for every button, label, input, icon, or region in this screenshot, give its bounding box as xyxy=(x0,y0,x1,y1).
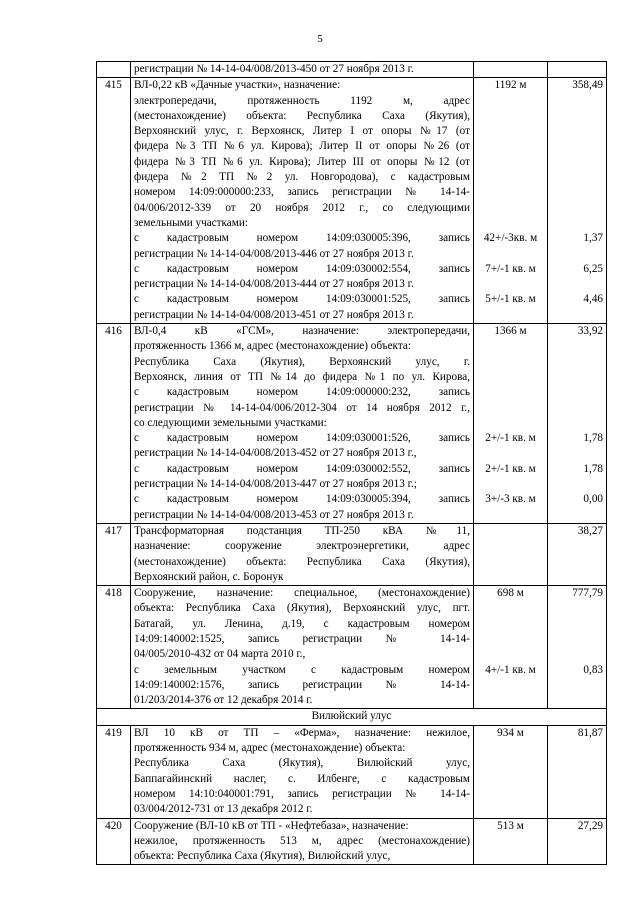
value-cell xyxy=(548,586,607,709)
quantity-cell xyxy=(474,586,548,709)
spacer xyxy=(551,508,603,523)
value-text: 777,79 xyxy=(572,587,603,600)
description-line: нежилое, протяженность 513 м, адрес (местонахождение) xyxy=(134,834,470,847)
table-row xyxy=(97,523,607,585)
plot-area: 2+/-1 кв. м xyxy=(485,432,536,445)
spacer xyxy=(477,787,544,802)
quantity-text: 1366 м xyxy=(494,325,527,338)
table-row xyxy=(97,818,607,865)
spacer xyxy=(477,678,544,693)
spacer xyxy=(551,247,603,262)
description-line: фидера №2 ТП №2 ул. Новгородова), с кадастровым xyxy=(134,171,470,184)
spacer xyxy=(551,277,603,292)
spacer xyxy=(551,124,603,139)
row-number-cell: 418 xyxy=(97,586,131,709)
spacer xyxy=(551,477,603,492)
description-line: с кадастровым номером 14:09:030002:554, запись xyxy=(134,262,470,275)
row-number-cell: 419 xyxy=(97,725,131,818)
description-line: протяженность 934 м, адрес (местонахождение) объекта: xyxy=(134,742,406,755)
description-line: Верхоянск, линия от ТП №14 до фидера №1 по ул. Кирова, xyxy=(134,370,470,383)
description-line: Сооружение (ВЛ-10 кВ от ТП - «Нефтебаза», назначение: xyxy=(134,819,409,832)
description-cell xyxy=(131,586,474,709)
description-line: номером 14:10:040001:791, запись регистрации № 14-14- xyxy=(134,787,470,800)
description-line: регистрации № 14-14-04/006/2012-304 от 14 ноября 2012 г., xyxy=(134,401,470,414)
description-line: Республика Саха (Якутия), Вилюйский улус, xyxy=(134,757,470,770)
description-line: с кадастровым номером 14:09:030001:526, запись xyxy=(134,432,470,445)
spacer xyxy=(477,155,544,170)
value-cell xyxy=(548,62,607,78)
spacer xyxy=(551,201,603,216)
quantity-text xyxy=(477,524,544,539)
table-row xyxy=(97,586,607,709)
description-line: назначение: сооружение электроэнергетики, адрес xyxy=(134,540,470,553)
description-line: регистрации № 14-14-04/008/2013-447 от 27 ноября 2013 г.; xyxy=(134,478,417,491)
spacer xyxy=(551,370,603,385)
description-line: ВЛ-0,4 кВ «ГСМ», назначение: электропередачи, xyxy=(134,325,470,338)
quantity-text: 1192 м xyxy=(494,79,527,92)
spacer xyxy=(551,756,603,771)
spacer xyxy=(477,370,544,385)
quantity-cell xyxy=(474,324,548,524)
description-line: Баппагайинский наслег, с. Илбенге, с кадастровым xyxy=(134,772,470,785)
description-line: (местонахождение) объекта: Республика Саха (Якутия), xyxy=(134,109,470,122)
spacer xyxy=(551,787,603,802)
description-cell xyxy=(131,725,474,818)
table-row xyxy=(97,78,607,324)
description-line: с кадастровым номером 14:09:030002:552, запись xyxy=(134,462,470,475)
spacer xyxy=(551,802,603,817)
description-cell xyxy=(131,324,474,524)
plot-value: 0,83 xyxy=(583,663,603,676)
description-line: Республика Саха (Якутия), Верхоянский улус, г. xyxy=(134,355,470,368)
description-line: Трансформаторная подстанция ТП-250 кВА №11, xyxy=(134,524,470,537)
plot-value: 6,25 xyxy=(583,262,603,275)
value-text: 38,27 xyxy=(577,524,603,537)
description-line: Батагай, ул. Ленина, д.19, с кадастровым номером xyxy=(134,617,470,630)
quantity-cell xyxy=(474,78,548,324)
quantity-text: 934 м xyxy=(497,726,524,739)
description-line: 14:09:140002:1576, запись регистрации № 14-14- xyxy=(134,678,470,691)
description-cell xyxy=(131,78,474,324)
spacer xyxy=(477,632,544,647)
spacer xyxy=(551,385,603,400)
spacer xyxy=(551,308,603,323)
spacer xyxy=(551,401,603,416)
spacer xyxy=(477,94,544,109)
value-cell xyxy=(548,725,607,818)
description-line: регистрации № 14-14-04/008/2013-444 от 27 ноября 2013 г. xyxy=(134,278,414,291)
description-line: регистрации № 14-14-04/008/2013-453 от 27 ноября 2013 г. xyxy=(134,508,414,521)
spacer xyxy=(477,308,544,323)
description-line: с кадастровым номером 14:09:030001:525, запись xyxy=(134,293,470,306)
spacer xyxy=(551,339,603,354)
quantity-text: 513 м xyxy=(497,819,524,832)
description-line: 04/006/2012-339 от 20 ноября 2012 г., со следующими xyxy=(134,201,470,214)
row-number-cell: 415 xyxy=(97,78,131,324)
spacer xyxy=(551,849,603,864)
row-number-cell: 417 xyxy=(97,523,131,585)
description-line: с кадастровым номером 14:09:000000:232, запись xyxy=(134,386,470,399)
spacer xyxy=(551,617,603,632)
row-number-cell: 416 xyxy=(97,324,131,524)
spacer xyxy=(551,355,603,370)
description-line: Сооружение, назначение: специальное, (местонахождение) xyxy=(134,587,470,600)
spacer xyxy=(477,355,544,370)
plot-area: 3+/-3 кв. м xyxy=(485,493,536,506)
description-line: земельными участками: xyxy=(134,216,248,229)
description-line: объекта: Республика Саха (Якутия), Верхоянский улус, пгт. xyxy=(134,602,470,615)
spacer xyxy=(477,416,544,431)
spacer xyxy=(477,170,544,185)
spacer xyxy=(477,741,544,756)
description-line: 14:09:140002:1525, запись регистрации № 14-14- xyxy=(134,632,470,645)
value-cell xyxy=(548,78,607,324)
description-line: с кадастровым номером 14:09:030005:396, запись xyxy=(134,232,470,245)
row-number-cell xyxy=(97,62,131,78)
spacer xyxy=(551,155,603,170)
spacer xyxy=(477,508,544,523)
spacer xyxy=(551,416,603,431)
quantity-cell xyxy=(474,725,548,818)
region-row xyxy=(97,709,607,725)
plot-area: 7+/-1 кв. м xyxy=(485,262,536,275)
spacer xyxy=(477,401,544,416)
description-line: ВЛ 10 кВ от ТП – «Ферма», назначение: нежилое, xyxy=(134,726,470,739)
quantity-text: 698 м xyxy=(497,587,524,600)
spacer xyxy=(477,109,544,124)
spacer xyxy=(551,555,603,570)
description-line: 01/203/2014-376 от 12 декабря 2014 г. xyxy=(134,694,313,707)
value-text: 27,29 xyxy=(577,819,603,832)
plot-value: 1,37 xyxy=(583,232,603,245)
spacer xyxy=(551,834,603,849)
description-line: регистрации № 14-14-04/008/2013-451 от 27 ноября 2013 г. xyxy=(134,308,414,321)
page-number: 5 xyxy=(317,33,323,45)
spacer xyxy=(551,601,603,616)
value-text: 33,92 xyxy=(577,325,603,338)
spacer xyxy=(477,849,544,864)
plot-area: 42+/-3кв. м xyxy=(483,232,538,245)
spacer xyxy=(477,647,544,662)
plot-area: 5+/-1 кв. м xyxy=(485,293,536,306)
description-line: Верхоянский улус, г. Верхоянск, Литер I от опоры №17 (от xyxy=(134,125,470,138)
value-text: 81,87 xyxy=(577,726,603,739)
plot-area: 4+/-1 кв. м xyxy=(485,663,536,676)
registry-table xyxy=(96,61,607,865)
spacer xyxy=(477,555,544,570)
plot-value: 1,78 xyxy=(583,432,603,445)
spacer xyxy=(477,216,544,231)
spacer xyxy=(477,185,544,200)
spacer xyxy=(551,94,603,109)
spacer xyxy=(551,570,603,585)
description-line: со следующими земельными участками: xyxy=(134,416,327,429)
spacer xyxy=(477,139,544,154)
spacer xyxy=(477,446,544,461)
description-cell xyxy=(131,62,474,78)
quantity-cell xyxy=(474,62,548,78)
spacer xyxy=(551,647,603,662)
description-line: номером 14:09:000000:233, запись регистрации № 14-14- xyxy=(134,186,470,199)
plot-area: 2+/-1 кв. м xyxy=(485,462,536,475)
description-line: фидера №3 ТП №6 ул. Кирова); Литер III от опоры №12 (от xyxy=(134,155,470,168)
spacer xyxy=(477,834,544,849)
spacer xyxy=(551,139,603,154)
description-line: регистрации № 14-14-04/008/2013-446 от 27 ноября 2013 г. xyxy=(134,247,414,260)
description-line: с кадастровым номером 14:09:030005:394, запись xyxy=(134,493,470,506)
spacer xyxy=(551,216,603,231)
description-line: фидера №3 ТП №6 ул. Кирова); Литер II от опоры №26 (от xyxy=(134,140,470,153)
quantity-cell xyxy=(474,523,548,585)
spacer xyxy=(477,772,544,787)
spacer xyxy=(551,772,603,787)
description-line: объекта: Республика Саха (Якутия), Вилюйский улус, xyxy=(134,850,391,863)
spacer xyxy=(551,185,603,200)
spacer xyxy=(551,170,603,185)
spacer xyxy=(477,247,544,262)
spacer xyxy=(551,539,603,554)
spacer xyxy=(477,756,544,771)
region-cell: Вилюйский улус xyxy=(97,709,607,725)
description-line: регистрации № 14-14-04/008/2013-450 от 27 ноября 2013 г. xyxy=(134,63,414,75)
description-line: ВЛ-0,22 кВ «Дачные участки», назначение: xyxy=(134,79,341,92)
spacer xyxy=(477,124,544,139)
continuation-row xyxy=(97,62,607,78)
description-line: электропередачи, протяженность 1192 м, адрес xyxy=(134,94,470,107)
spacer xyxy=(477,385,544,400)
quantity-cell xyxy=(474,818,548,865)
description-line: 04/005/2010-432 от 04 марта 2010 г., xyxy=(134,648,306,661)
description-cell xyxy=(131,523,474,585)
description-line: (местонахождение) объекта: Республика Саха (Якутия), xyxy=(134,555,470,568)
table-row xyxy=(97,324,607,524)
spacer xyxy=(551,632,603,647)
spacer xyxy=(551,446,603,461)
spacer xyxy=(477,539,544,554)
value-text: 358,49 xyxy=(572,79,603,92)
spacer xyxy=(477,477,544,492)
plot-value: 0,00 xyxy=(583,493,603,506)
spacer xyxy=(551,109,603,124)
plot-value: 4,46 xyxy=(583,293,603,306)
spacer xyxy=(477,339,544,354)
value-cell xyxy=(548,818,607,865)
spacer xyxy=(477,617,544,632)
description-line: с земельным участком с кадастровым номером xyxy=(134,663,470,676)
spacer xyxy=(477,201,544,216)
spacer xyxy=(477,570,544,585)
spacer xyxy=(551,741,603,756)
spacer xyxy=(551,678,603,693)
description-line: 03/004/2012-731 от 13 декабря 2012 г. xyxy=(134,803,313,816)
description-cell xyxy=(131,818,474,865)
description-line: регистрации № 14-14-04/008/2013-452 от 27 ноября 2013 г., xyxy=(134,447,417,460)
description-line: протяженность 1366 м, адрес (местонахождение) объекта: xyxy=(134,340,411,353)
plot-value: 1,78 xyxy=(583,462,603,475)
description-line: Верхоянский район, с. Боронук xyxy=(134,570,284,583)
spacer xyxy=(477,277,544,292)
value-cell xyxy=(548,324,607,524)
row-number-cell: 420 xyxy=(97,818,131,865)
table-row xyxy=(97,725,607,818)
spacer xyxy=(477,601,544,616)
spacer xyxy=(477,802,544,817)
value-cell xyxy=(548,523,607,585)
spacer xyxy=(477,693,544,708)
spacer xyxy=(551,693,603,708)
